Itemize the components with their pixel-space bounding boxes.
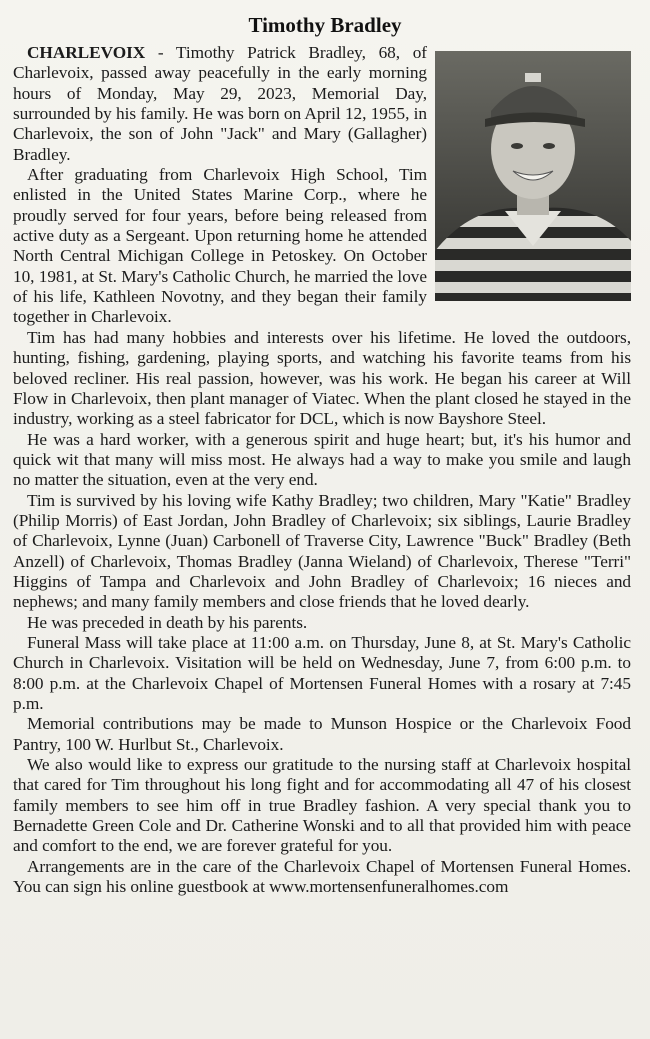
- paragraph-8: Memorial contributions may be made to Munson Hospice or the Charlevoix Food Pantry, 100 W. Hurlbut St., Charlevoix.: [13, 714, 631, 754]
- paragraph-7: Funeral Mass will take place at 11:00 a.m. on Thursday, June 8, at St. Mary's Catholic Church in Charlevoix. Visitation will be held on Wednesday, June 7, from 6:00 p.m. to 8:00 p.m. at the Charlevoix Chapel of Mortensen Funeral Homes with a rosary at 7:45 p.m.: [13, 632, 631, 713]
- paragraph-3: Tim has had many hobbies and interests over his lifetime. He loved the outdoors, hunting, fishing, gardening, playing sports, and watching his favorite teams from his beloved recliner. His real passion, however, was his work. He began his career at Will Flow in Charlevoix, then plant manager of Viatec. When the plant closed he stayed in the industry, working as a steel fabricator for DCL, which is now Bayshore Steel.: [13, 327, 631, 429]
- portrait-photo: [435, 51, 631, 301]
- paragraph-6: He was preceded in death by his parents.: [27, 612, 308, 632]
- obituary-title: Timothy Bradley: [248, 13, 402, 37]
- portrait-image: [435, 51, 631, 301]
- paragraph-5: Tim is survived by his loving wife Kathy Bradley; two children, Mary "Katie" Bradley (Philip Morris) of East Jordan, John Bradley of Charlevoix; six siblings, Laurie Bradley of Charlevoix, Lynne (Juan) Carbonell of Traverse City, Lawrence "Buck" Bradley (Beth Anzell) of Charlevoix, Thomas Bradley (Janna Wieland) of Charlevoix, Therese "Terri" Higgins of Tampa and Charlevoix and John Bradley of Charlevoix; 16 nieces and nephews; and many family members and close friends that he loved dearly.: [13, 490, 631, 612]
- paragraph-9: We also would like to express our gratitude to the nursing staff at Charlevoix hospital that cared for Tim throughout his long fight and for accommodating all 47 of his closest family members to see him off in true Bradley fashion. A very special thank you to Bernadette Green Cole and Dr. Catherine Wonski and to all that provided him with peace and comfort to the end, we are forever grateful for you.: [13, 755, 631, 856]
- paragraph-4: He was a hard worker, with a generous spirit and huge heart; but, it's his humor and quick wit that many will miss most. He always had a way to make you smile and laugh no matter the situation, even at the very end.: [13, 429, 631, 490]
- paragraph-10: Arrangements are in the care of the Charlevoix Chapel of Mortensen Funeral Homes. You can sign his online guestbook at www.mortensenfuneralhomes.com: [13, 856, 631, 897]
- paragraph-1: CHARLEVOIX - Timothy Patrick Bradley, 68, of Charlevoix, passed away peacefully in the early morning hours of Monday, May 29, 2023, Memorial Day, surrounded by his family. He was born on April 12, 1955, in Charlevoix, the son of John "Jack" and Mary (Gallagher) Bradley.: [13, 43, 427, 164]
- obituary-body: [13, 43, 631, 897]
- dateline: CHARLEVOIX: [27, 43, 146, 62]
- paragraph-2: After graduating from Charlevoix High School, Tim enlisted in the United States Marine Corp., where he proudly served for four years, before being released from active duty as a Sergeant. Upon returning home he attended North Central Michigan College in Petoskey. On October 10, 1981, at St. Mary's Catholic Church, he married the love of his life, Kathleen Novotny, and they began their family together in Charlevoix.: [13, 165, 427, 327]
